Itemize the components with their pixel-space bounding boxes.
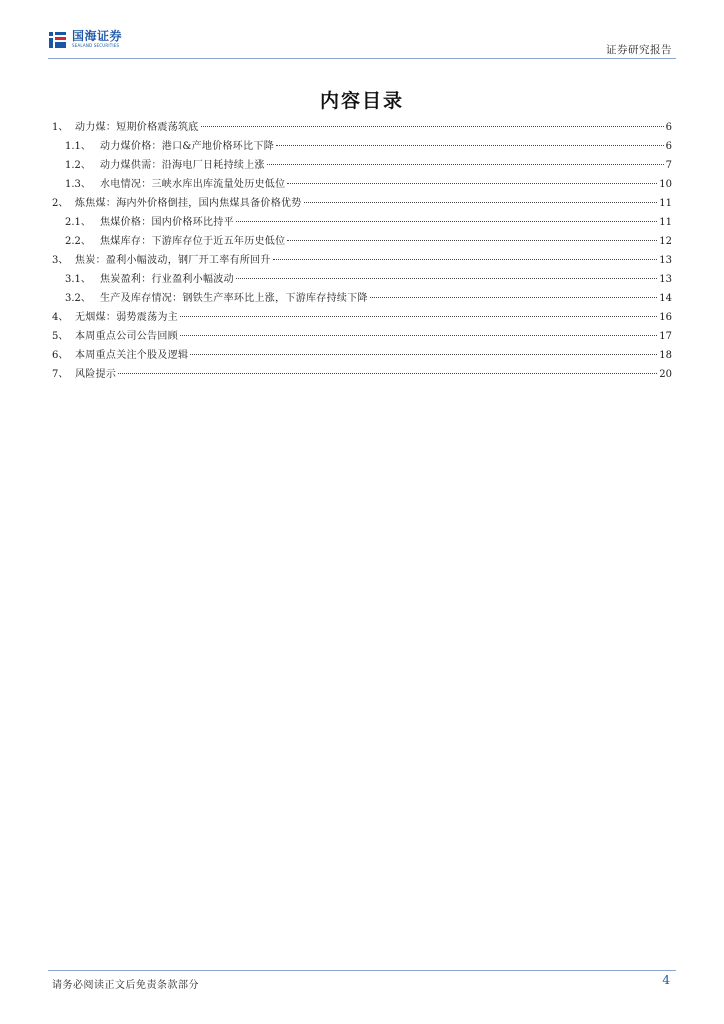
toc-leader-dots	[287, 240, 657, 241]
toc-entry-number: 1.1、	[65, 141, 91, 152]
toc-entry-page: 11	[659, 198, 672, 209]
company-logo	[48, 30, 122, 52]
toc-entry[interactable]	[52, 194, 672, 213]
toc-entry-title: 炼焦煤：海内外价格倒挂，国内焦煤具备价格优势	[75, 198, 302, 209]
toc-entry-number: 1.3、	[65, 179, 91, 190]
toc-entry[interactable]	[52, 232, 672, 251]
logo-chinese-name: 国海证券	[72, 29, 123, 43]
toc-entry-page: 13	[659, 274, 672, 285]
toc-entry-number: 6、	[52, 350, 69, 361]
toc-entry-title: 水电情况：三峡水库出库流量处历史低位	[100, 179, 286, 190]
toc-entry-title: 动力煤：短期价格震荡筑底	[75, 122, 199, 133]
toc-leader-dots	[236, 221, 657, 222]
toc-entry[interactable]	[52, 118, 672, 137]
toc-entry-title: 焦煤价格：国内价格环比持平	[100, 217, 234, 228]
toc-leader-dots	[304, 202, 658, 203]
toc-entry-number: 3.2、	[65, 293, 91, 304]
toc-leader-dots	[267, 164, 664, 165]
toc-entry-number: 2.1、	[65, 217, 91, 228]
toc-leader-dots	[273, 259, 658, 260]
toc-entry-page: 7	[665, 160, 672, 171]
toc-entry-number: 2.2、	[65, 236, 91, 247]
logo-english-name: SEALAND SECURITIES	[72, 43, 120, 48]
page-number: 4	[662, 973, 670, 987]
toc-entry-title: 风险提示	[75, 369, 117, 380]
toc-leader-dots	[236, 278, 657, 279]
toc-entry-page: 14	[659, 293, 672, 304]
toc-entry-number: 1、	[52, 122, 69, 133]
toc-entry-title: 动力煤供需：沿海电厂日耗持续上涨	[100, 160, 265, 171]
footer-disclaimer: 请务必阅读正文后免责条款部分	[52, 980, 199, 991]
table-of-contents	[52, 118, 672, 384]
toc-entry-page: 20	[659, 369, 672, 380]
toc-entry[interactable]	[52, 365, 672, 384]
toc-entry[interactable]	[52, 308, 672, 327]
toc-leader-dots	[370, 297, 657, 298]
toc-entry[interactable]	[52, 251, 672, 270]
toc-entry-page: 10	[659, 179, 672, 190]
toc-leader-dots	[287, 183, 657, 184]
toc-entry-page: 11	[659, 217, 672, 228]
toc-entry[interactable]	[52, 137, 672, 156]
toc-title: 内容目录	[319, 90, 404, 112]
toc-leader-dots	[190, 354, 657, 355]
toc-entry-title: 动力煤价格：港口&产地价格环比下降	[100, 141, 275, 152]
toc-entry-number: 2、	[52, 198, 69, 209]
toc-entry-title: 生产及库存情况：钢铁生产率环比上涨，下游库存持续下降	[100, 293, 368, 304]
toc-entry-title: 焦炭：盈利小幅波动，钢厂开工率有所回升	[75, 255, 271, 266]
toc-entry-number: 5、	[52, 331, 69, 342]
toc-entry-title: 焦煤库存：下游库存位于近五年历史低位	[100, 236, 286, 247]
toc-entry-page: 17	[659, 331, 672, 342]
toc-entry-page: 6	[665, 141, 672, 152]
toc-entry-number: 7、	[52, 369, 69, 380]
toc-entry[interactable]	[52, 175, 672, 194]
toc-entry-page: 18	[659, 350, 672, 361]
toc-entry-number: 3、	[52, 255, 69, 266]
toc-entry-number: 1.2、	[65, 160, 91, 171]
toc-entry-title: 本周重点公司公告回顾	[75, 331, 178, 342]
footer-divider	[48, 970, 676, 971]
toc-entry-title: 本周重点关注个股及逻辑	[75, 350, 189, 361]
toc-entry[interactable]	[52, 289, 672, 308]
toc-entry[interactable]	[52, 270, 672, 289]
toc-entry[interactable]	[52, 346, 672, 365]
toc-leader-dots	[180, 335, 657, 336]
sealand-logo-icon	[48, 30, 68, 50]
toc-entry-page: 13	[659, 255, 672, 266]
toc-entry-number: 3.1、	[65, 274, 91, 285]
header-divider	[48, 58, 676, 59]
toc-entry-number: 4、	[52, 312, 69, 323]
toc-entry-page: 6	[665, 122, 672, 133]
toc-leader-dots	[118, 373, 657, 374]
toc-entry[interactable]	[52, 213, 672, 232]
toc-entry-page: 16	[659, 312, 672, 323]
toc-entry-title: 焦炭盈利：行业盈利小幅波动	[100, 274, 234, 285]
toc-leader-dots	[276, 145, 664, 146]
toc-leader-dots	[180, 316, 657, 317]
toc-entry-title: 无烟煤：弱势震荡为主	[75, 312, 178, 323]
toc-leader-dots	[201, 126, 664, 127]
toc-entry-page: 12	[659, 236, 672, 247]
toc-entry[interactable]	[52, 156, 672, 175]
toc-entry[interactable]	[52, 327, 672, 346]
report-type-label: 证券研究报告	[606, 44, 672, 56]
